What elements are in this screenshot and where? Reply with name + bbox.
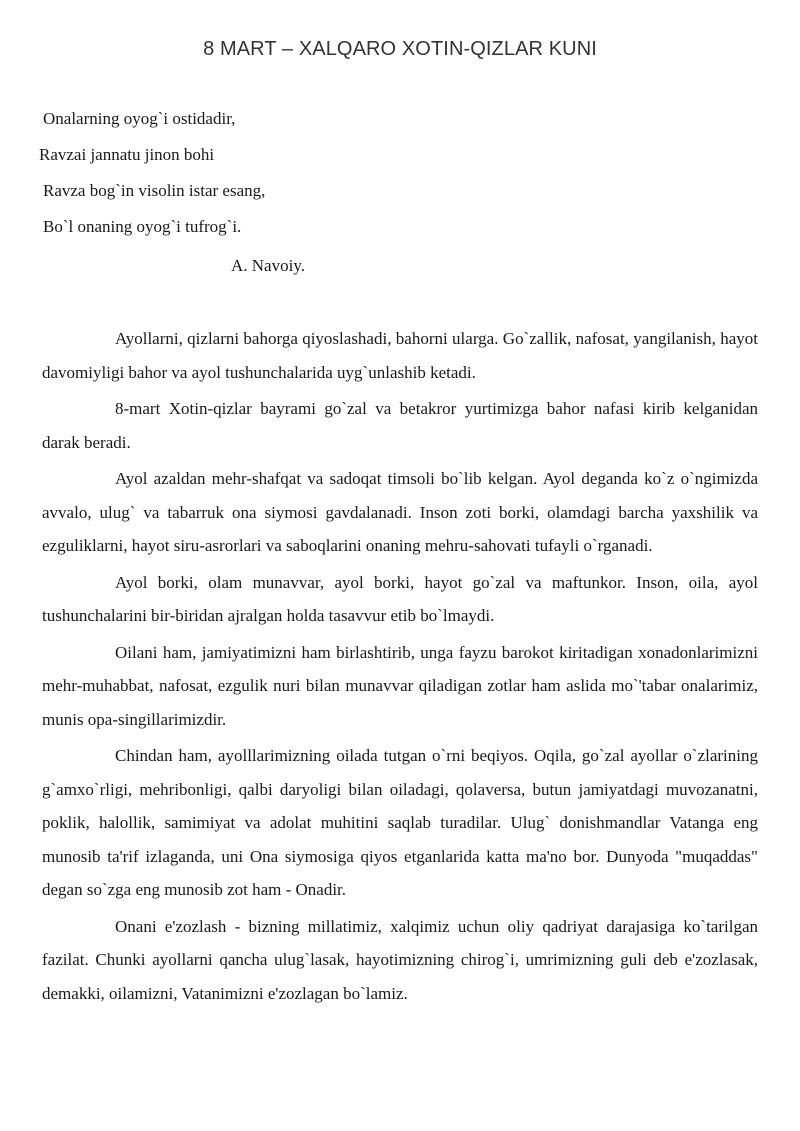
- poem-line: Bo`l onaning oyog`i tufrog`i.: [43, 217, 242, 236]
- paragraph: Ayollarni, qizlarni bahorga qiyoslashadi, bahorni ularga. Go`zallik, nafosat, yangilanish, hayot davomiyligi bahor va ayol tushunchalarida uyg`unlashib ketadi.: [42, 329, 758, 382]
- paragraph: Ayol azaldan mehr-shafqat va sadoqat timsoli bo`lib kelgan. Ayol deganda ko`z o`ngimizda avvalo, ulug` va tabarruk ona siymosi gavdalanadi. Inson zoti borki, olamdagi barcha yaxshilik va ezguliklarni, hayot siru-asrorlari va saboqlarini onaning mehru-sahovati tufayli o`rganadi.: [42, 469, 758, 555]
- paragraph: 8-mart Xotin-qizlar bayrami go`zal va betakror yurtimizga bahor nafasi kirib kelganidan darak beradi.: [42, 399, 758, 452]
- paragraph: Chindan ham, ayolllarimizning oilada tutgan o`rni beqiyos. Oqila, go`zal ayollar o`zlarining g`amxo`rligi, mehribonligi, qalbi daryoligi bilan oiladagi, qolaversa, butun jamiyatdagi muvozanatni, poklik, halollik, samimiyat va adolat muhitini saqlab turadilar. Ulug` donishmandlar Vatanga eng munosib ta'rif izlaganda, uni Ona siymosiga qiyos etganlarida katta ma'no bor. Dunyoda "muqaddas" degan so`zga eng munosib zot ham - Onadir.: [42, 746, 758, 899]
- poem-line: Ravzai jannatu jinon bohi: [39, 145, 215, 164]
- paragraph: Onani e'zozlash - bizning millatimiz, xalqimiz uchun oliy qadriyat darajasiga ko`tarilgan fazilat. Chunki ayollarni qancha ulug`lasak, hayotimizning chirog`i, umrimizning guli deb e'zozlasak, demakki, oilamizni, Vatanimizni e'zozlagan bo`lamiz.: [42, 916, 758, 1003]
- poem-line: Ravza bog`in visolin istar esang,: [43, 181, 266, 200]
- paragraph: Oilani ham, jamiyatimizni ham birlashtirib, unga fayzu barokot kiritadigan xonadonlarimizni mehr-muhabbat, nafosat, ezgulik nuri bilan munavvar qiladigan zotlar ham aslida mo`'tabar onalarimiz, munis opa-singillarimizdir.: [42, 642, 758, 729]
- article-body: [42, 322, 758, 1013]
- poem-author: A. Navoiy.: [231, 256, 305, 275]
- poem: [38, 104, 438, 248]
- paragraph: Ayol borki, olam munavvar, ayol borki, hayot go`zal va maftunkor. Inson, oila, ayol tushunchalarini bir-biridan ajralgan holda tasavvur etib bo`lmaydi.: [42, 572, 758, 625]
- poem-line: Onalarning oyog`i ostidadir,: [43, 109, 236, 128]
- page-title: 8 MART – XALQARO XOTIN-QIZLAR KUNI: [203, 38, 597, 60]
